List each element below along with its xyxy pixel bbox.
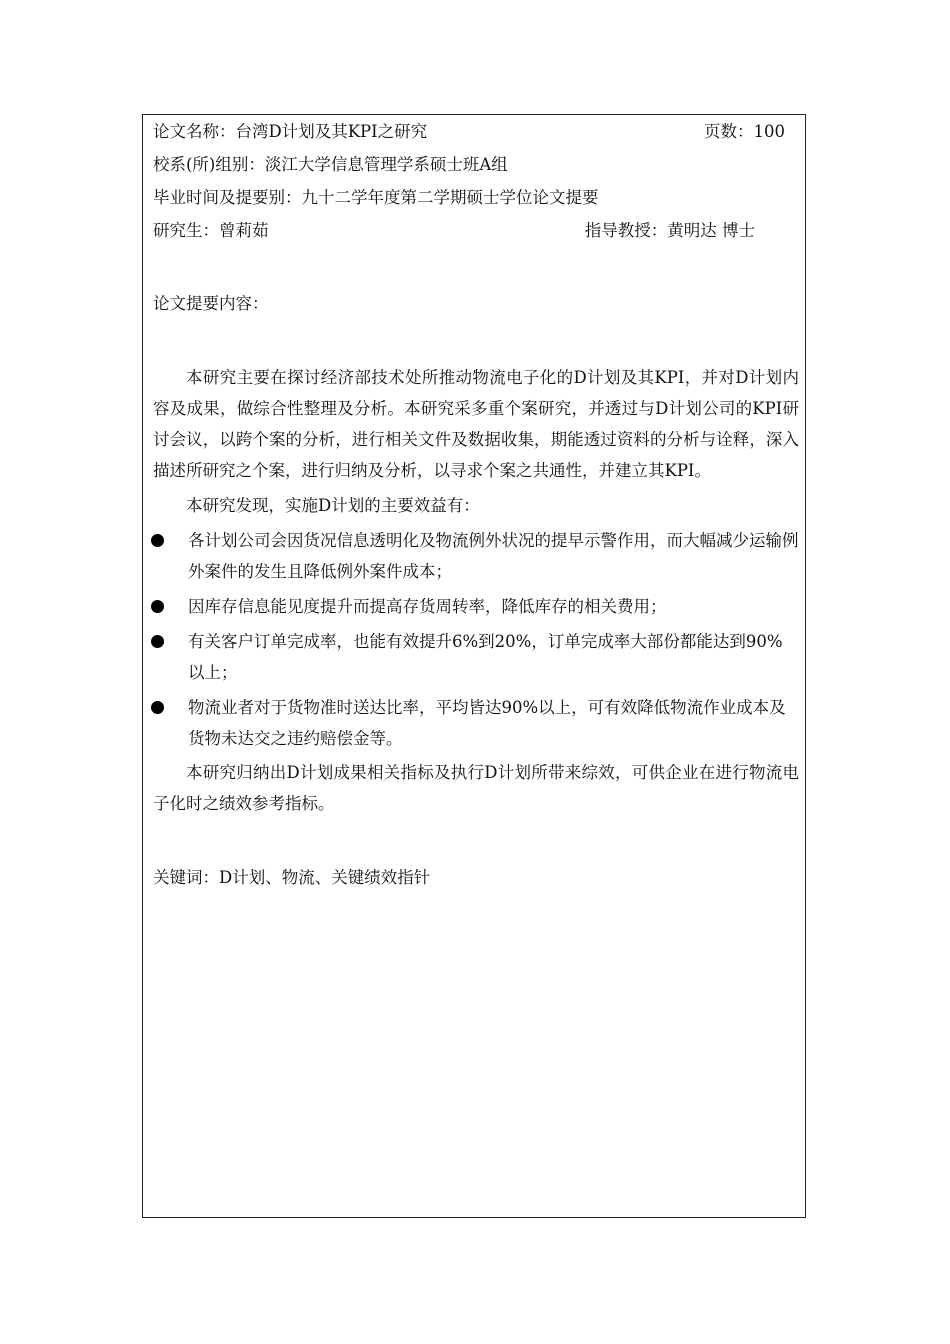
- benefit-text: 因库存信息能见度提升而提高存货周转率，降低库存的相关费用；: [188, 597, 667, 616]
- people-row: [153, 214, 799, 247]
- department: 校系(所)组别：淡江大学信息管理学系硕士班A组: [153, 154, 508, 174]
- abstract-form-frame: [142, 114, 806, 1218]
- benefit-bullet: [153, 626, 799, 688]
- benefit-bullet: [153, 591, 799, 622]
- thesis-title: 论文名称：台湾D计划及其KPI之研究: [153, 121, 428, 141]
- title-row: [153, 115, 799, 148]
- page-count: 页数：100: [704, 121, 785, 141]
- student-name: 研究生：曾莉茹: [153, 220, 269, 240]
- bullet-dot-icon: [151, 534, 164, 547]
- benefit-bullet: [153, 525, 799, 587]
- abstract-heading-row: [153, 287, 799, 320]
- abstract-paragraph-2: 本研究发现，实施D计划的主要效益有：: [186, 496, 480, 515]
- department-row: [153, 148, 799, 181]
- abstract-form-content: [153, 115, 799, 894]
- bullet-dot-icon: [151, 635, 164, 648]
- benefit-text: 各计划公司会因货况信息透明化及物流例外状况的提早示警作用，而大幅减少运输例外案件的发生且降低例外案件成本；: [188, 531, 799, 581]
- bullet-dot-icon: [151, 701, 164, 714]
- advisor-name: 指导教授：黄明达 博士: [584, 220, 755, 240]
- bullet-dot-icon: [151, 600, 164, 613]
- abstract-paragraph-3: 本研究归纳出D计划成果相关指标及执行D计划所带来综效，可供企业在进行物流电子化时之绩效参考指标。: [153, 763, 799, 813]
- graduation-row: [153, 181, 799, 214]
- keywords-line: 关键词：D计划、物流、关键绩效指针: [153, 868, 431, 887]
- benefit-text: 有关客户订单完成率，也能有效提升6%到20%，订单完成率大部份都能达到90%以上；: [188, 632, 783, 682]
- abstract-paragraph-1: 本研究主要在探讨经济部技术处所推动物流电子化的D计划及其KPI，并对D计划内容及成果，做综合性整理及分析。本研究采多重个案研究，并透过与D计划公司的KPI研讨会议，以跨个案的分析，进行相关文件及数据收集，期能透过资料的分析与诠释，深入描述所研究之个案，进行归纳及分析，以寻求个案之共通性，并建立其KPI。: [153, 368, 799, 480]
- benefit-bullet: [153, 692, 799, 754]
- benefit-text: 物流业者对于货物准时送达比率，平均皆达90%以上，可有效降低物流作业成本及货物未达交之违约赔偿金等。: [188, 698, 786, 748]
- graduation-info: 毕业时间及提要别：九十二学年度第二学期硕士学位论文提要: [153, 187, 599, 207]
- abstract-heading: 论文提要内容：: [153, 293, 269, 313]
